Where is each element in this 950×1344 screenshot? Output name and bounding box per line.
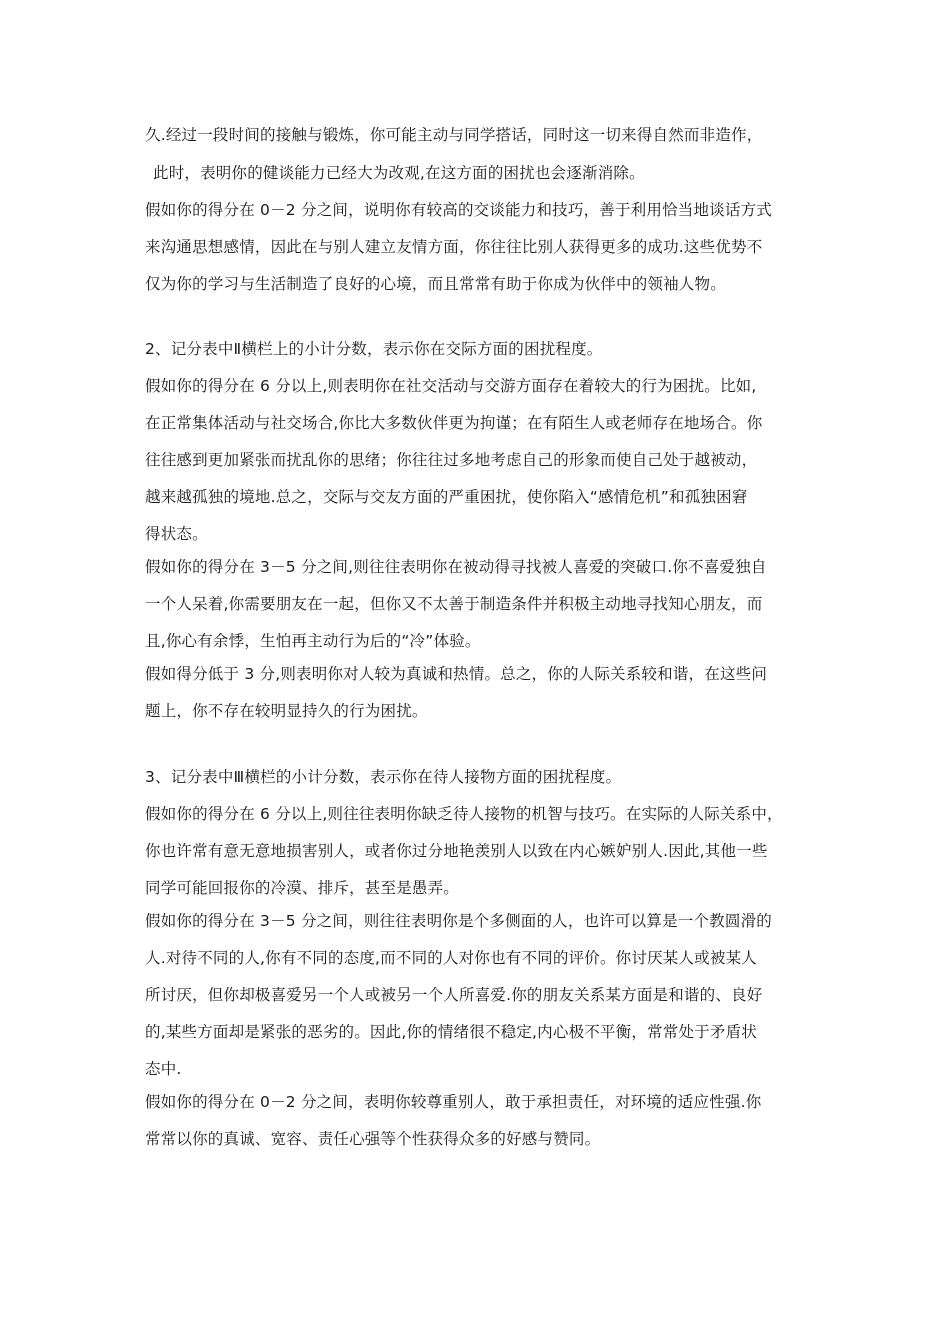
section-heading: 3、记分表中Ⅲ横栏的小计分数，表示你在待人接物方面的困扰程度。: [145, 768, 622, 786]
text-line: 仅为你的学习与生活制造了良好的心境，而且常常有助于你成为伙伴中的领袖人物。: [145, 275, 726, 293]
text-line: 在正常集体活动与社交场合,你比大多数伙伴更为拘谨；在有陌生人或老师存在地场合。你: [145, 414, 763, 432]
text-line: 态中.: [145, 1060, 182, 1078]
text-line: 且,你心有余悸，生怕再主动行为后的“冷”体验。: [145, 632, 481, 650]
text-line: 假如你的得分在 0－2 分之间，表明你较尊重别人，敢于承担责任，对环境的适应性强.你: [145, 1093, 762, 1111]
text-line: 你也许常有意无意地损害别人，或者你过分地艳羡别人以致在内心嫉妒别人.因此,其他一些: [145, 842, 768, 860]
text-line: 的,某些方面却是紧张的恶劣的。因此,你的情绪很不稳定,内心极不平衡，常常处于矛盾状: [145, 1023, 757, 1041]
text-line: 假如你的得分在 3－5 分之间，则往往表明你是个多侧面的人，也许可以算是一个教圆滑的: [145, 912, 772, 930]
text-line: 一个人呆着,你需要朋友在一起，但你又不太善于制造条件并积极主动地寻找知心朋友，而: [145, 595, 763, 613]
text-line: 往往感到更加紧张而扰乱你的思绪；你往往过多地考虑自己的形象而使自己处于越被动，: [145, 451, 758, 469]
text-line: 假如你的得分在 0－2 分之间，说明你有较高的交谈能力和技巧，善于利用恰当地谈话方式: [145, 201, 772, 219]
section-heading: 2、记分表中Ⅱ横栏上的小计分数，表示你在交际方面的困扰程度。: [145, 340, 603, 358]
text-line: 假如你的得分在 3－5 分之间,则往往表明你在被动得寻找被人喜爱的突破口.你不喜爱独自: [145, 558, 767, 576]
text-line: 常常以你的真诚、宽容、责任心强等个性获得众多的好感与赞同。: [145, 1130, 601, 1148]
text-line: 题上，你不存在较明显持久的行为困扰。: [145, 702, 428, 720]
text-line: 此时，表明你的健谈能力已经大为改观,在这方面的困扰也会逐渐消除。: [153, 164, 645, 182]
text-line: 同学可能回报你的冷漠、排斥，甚至是愚弄。: [145, 879, 460, 897]
text-line: 假如你的得分在 6 分以上,则往往表明你缺乏待人接物的机智与技巧。在实际的人际关系中，: [145, 805, 783, 823]
text-line: 得状态。: [145, 525, 208, 543]
text-line: 假如你的得分在 6 分以上,则表明你在社交活动与交游方面存在着较大的行为困扰。比如,: [145, 377, 757, 395]
text-line: 久.经过一段时间的接触与锻炼，你可能主动与同学搭话，同时这一切来得自然而非造作，: [145, 126, 763, 144]
text-line: 来沟通思想感情，因此在与别人建立友情方面，你往往比别人获得更多的成功.这些优势不: [145, 238, 763, 256]
text-line: 假如得分低于 3 分,则表明你对人较为真诚和热情。总之，你的人际关系较和谐，在这些问: [145, 665, 768, 683]
text-line: 所讨厌，但你却极喜爱另一个人或被另一个人所喜爱.你的朋友关系某方面是和谐的、良好: [145, 986, 763, 1004]
text-line: 人.对待不同的人,你有不同的态度,而不同的人对你也有不同的评价。你讨厌某人或被某人: [145, 949, 757, 967]
text-line: 越来越孤独的境地.总之，交际与交友方面的严重困扰，使你陷入“感情危机”和孤独困窘: [145, 488, 748, 506]
